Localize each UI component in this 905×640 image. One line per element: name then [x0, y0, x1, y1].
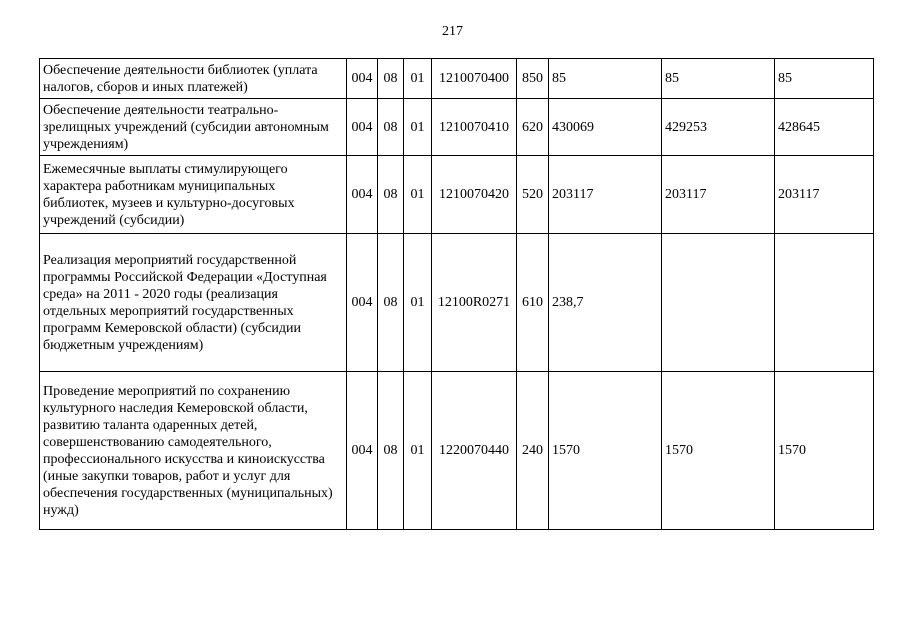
row-name: Проведение мероприятий по сохранению культурного наследия Кемеровской области, развитию таланта одаренных детей, совершенствованию самодеятельного, профессионального искусства и киноискусства (иные закупки товаров, работ и услуг для обеспечения государственных (муниципальных) нужд): [40, 372, 347, 530]
amount-year-2: 429253: [662, 99, 775, 156]
section-code: 08: [378, 372, 404, 530]
target-article-code: 1210070400: [432, 59, 517, 99]
expense-type-code: 240: [517, 372, 549, 530]
ministry-code: 004: [347, 234, 378, 372]
target-article-code: 1220070440: [432, 372, 517, 530]
budget-table: [39, 58, 874, 530]
subsection-code: 01: [404, 99, 432, 156]
ministry-code: 004: [347, 99, 378, 156]
ministry-code: 004: [347, 372, 378, 530]
subsection-code: 01: [404, 234, 432, 372]
amount-year-2: 1570: [662, 372, 775, 530]
amount-year-2: [662, 234, 775, 372]
ministry-code: 004: [347, 59, 378, 99]
amount-year-3: 428645: [775, 99, 874, 156]
amount-year-1: 238,7: [549, 234, 662, 372]
amount-year-1: 203117: [549, 156, 662, 234]
amount-year-3: 1570: [775, 372, 874, 530]
amount-year-3: 85: [775, 59, 874, 99]
row-name: Обеспечение деятельности театрально-зрелищных учреждений (субсидии автономным учреждениям): [40, 99, 347, 156]
expense-type-code: 610: [517, 234, 549, 372]
table-row: [40, 156, 874, 234]
subsection-code: 01: [404, 156, 432, 234]
table-row: [40, 59, 874, 99]
expense-type-code: 620: [517, 99, 549, 156]
target-article-code: 1210070410: [432, 99, 517, 156]
expense-type-code: 850: [517, 59, 549, 99]
target-article-code: 12100R0271: [432, 234, 517, 372]
target-article-code: 1210070420: [432, 156, 517, 234]
subsection-code: 01: [404, 372, 432, 530]
row-name: Обеспечение деятельности библиотек (уплата налогов, сборов и иных платежей): [40, 59, 347, 99]
amount-year-1: 430069: [549, 99, 662, 156]
row-name: Ежемесячные выплаты стимулирующего характера работникам муниципальных библиотек, музеев и культурно-досуговых учреждений (субсидии): [40, 156, 347, 234]
amount-year-3: [775, 234, 874, 372]
section-code: 08: [378, 234, 404, 372]
amount-year-1: 85: [549, 59, 662, 99]
amount-year-3: 203117: [775, 156, 874, 234]
section-code: 08: [378, 59, 404, 99]
section-code: 08: [378, 99, 404, 156]
expense-type-code: 520: [517, 156, 549, 234]
row-name: Реализация мероприятий государственной программы Российской Федерации «Доступная среда» на 2011 - 2020 годы (реализация отдельных мероприятий государственных программ Кемеровской области) (субсидии бюджетным учреждениям): [40, 234, 347, 372]
ministry-code: 004: [347, 156, 378, 234]
table-row: [40, 99, 874, 156]
table-row: [40, 234, 874, 372]
amount-year-2: 203117: [662, 156, 775, 234]
amount-year-2: 85: [662, 59, 775, 99]
subsection-code: 01: [404, 59, 432, 99]
section-code: 08: [378, 156, 404, 234]
amount-year-1: 1570: [549, 372, 662, 530]
table-row: [40, 372, 874, 530]
page-number: 217: [442, 24, 463, 39]
